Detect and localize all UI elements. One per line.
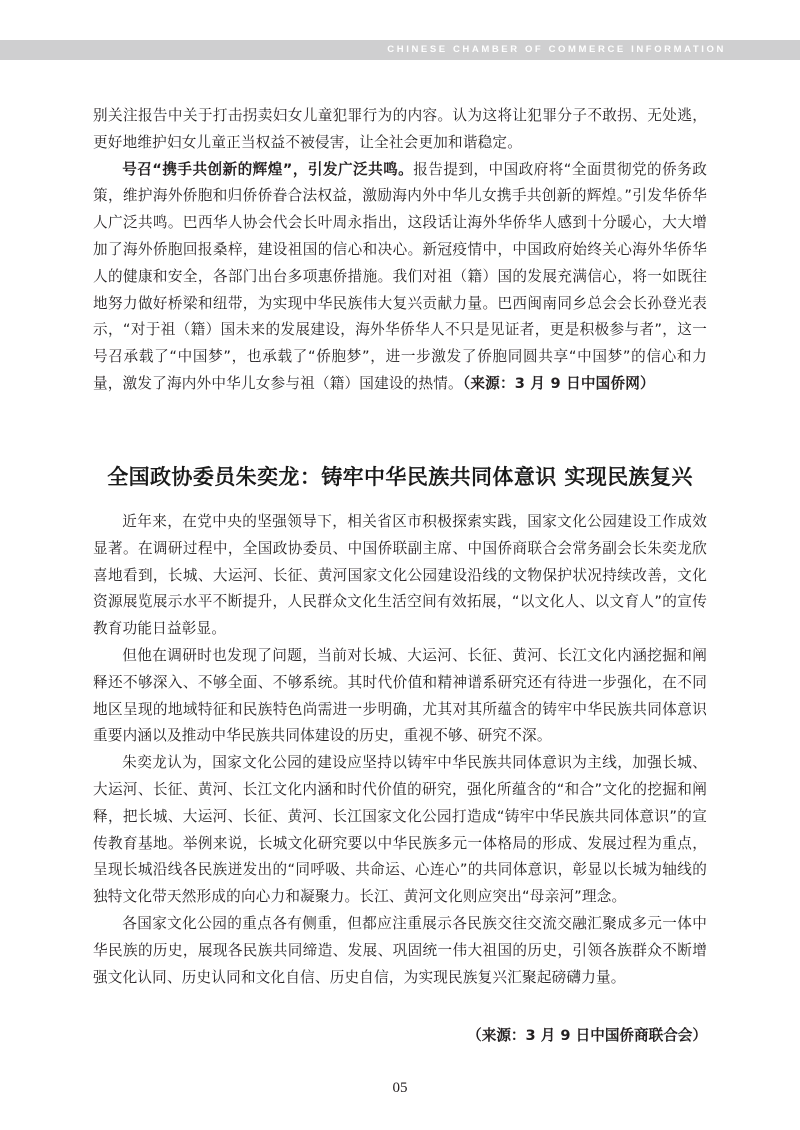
paragraph-body: 报告提到，中国政府将“全面贯彻党的侨务政策，维护海外侨胞和归侨侨眷合法权益，激励海内外中华儿女携手共创新的辉煌。”引发华侨华人广泛共鸣。巴西华人协会代会长叶周永指出，这段话让海外华侨华人感到十分暖心，大大增加了海外侨胞回报桑梓，建设祖国的信心和决心。新冠疫情中，中国政府始终关心海外华侨华人的健康和安全，各部门出台多项惠侨措施。我们对祖（籍）国的发展充满信心，将一如既往地努力做好桥梁和纽带，为实现中华民族伟大复兴贡献力量。巴西闽南同乡总会会长孙登光表示，“对于祖（籍）国未来的发展建设，海外华侨华人不只是见证者，更是积极参与者”，这一号召承载了“中国梦”，也承载了“侨胞梦”，进一步激发了侨胞同圆共享“中国梦”的信心和力量，激发了海内外中华儿女参与祖（籍）国建设的热情。	[93, 160, 708, 392]
article-paragraph: 近年来，在党中央的坚强领导下，相关省区市积极探索实践，国家文化公园建设工作成效显著。在调研过程中，全国政协委员、中国侨联副主席、中国侨商联合会常务副会长朱奕龙欣喜地看到，长城、大运河、长征、黄河国家文化公园建设沿线的文物保护状况持续改善，文化资源展览展示水平不断提升，人民群众文化生活空间有效拓展，“以文化人、以文育人”的宣传教育功能日益彰显。	[93, 513, 707, 638]
article-continued	[93, 103, 707, 398]
source-citation: （来源：3 月 9 日中国侨网）	[462, 374, 655, 392]
article-paragraph: 但他在调研时也发现了问题，当前对长城、大运河、长征、黄河、长江文化内涵挖掘和阐释还不够深入、不够全面、不够系统。其时代价值和精神谱系研究还有待进一步强化，在不同地区呈现的地域特征和民族特色尚需进一步明确，尤其对其所蕴含的铸牢中华民族共同体意识重要内涵以及推动中华民族共同体建设的历史，重视不够、研究不深。	[93, 646, 707, 745]
header-band	[0, 40, 800, 60]
paragraph-continued: 别关注报告中关于打击拐卖妇女儿童犯罪行为的内容。认为这将让犯罪分子不敢拐、无处逃，更好地维护妇女儿童正当权益不被侵害，让全社会更加和谐稳定。	[93, 107, 707, 151]
page-number: 05	[392, 1080, 408, 1096]
publication-name: CHINESE CHAMBER OF COMMERCE INFORMATION	[387, 44, 726, 55]
paragraph-lead: 号召“携手共创新的辉煌”，引发广泛共鸣。	[122, 160, 414, 178]
article-paragraph: 各国家文化公园的重点各有侧重，但都应注重展示各民族交往交流交融汇聚成多元一体中华民族的历史，展现各民族共同缔造、发展、巩固统一伟大祖国的历史，引领各族群众不断增强文化认同、历史认同和文化自信、历史自信，为实现民族复兴汇聚起磅礴力量。	[93, 914, 707, 986]
article-paragraph: 朱奕龙认为，国家文化公园的建设应坚持以铸牢中华民族共同体意识为主线，加强长城、大运河、长征、黄河、长江文化内涵和时代价值的研究，强化所蕴含的“和合”文化的挖掘和阐释，把长城、大运河、长征、黄河、长江国家文化公园打造成“铸牢中华民族共同体意识”的宣传教育基地。举例来说，长城文化研究要以中华民族多元一体格局的形成、发展过程为重点，呈现长城沿线各民族迸发出的“同呼吸、共命运、心连心”的共同体意识，彰显以长城为轴线的独特文化带天然形成的向心力和凝聚力。长江、黄河文化则应突出“母亲河”理念。	[93, 754, 707, 906]
source-citation: （来源：3 月 9 日中国侨商联合会）	[467, 1027, 707, 1044]
article-title: 全国政协委员朱奕龙：铸牢中华民族共同体意识 实现民族复兴	[107, 465, 693, 489]
article-body	[93, 509, 707, 991]
paragraph-echo	[93, 157, 707, 398]
